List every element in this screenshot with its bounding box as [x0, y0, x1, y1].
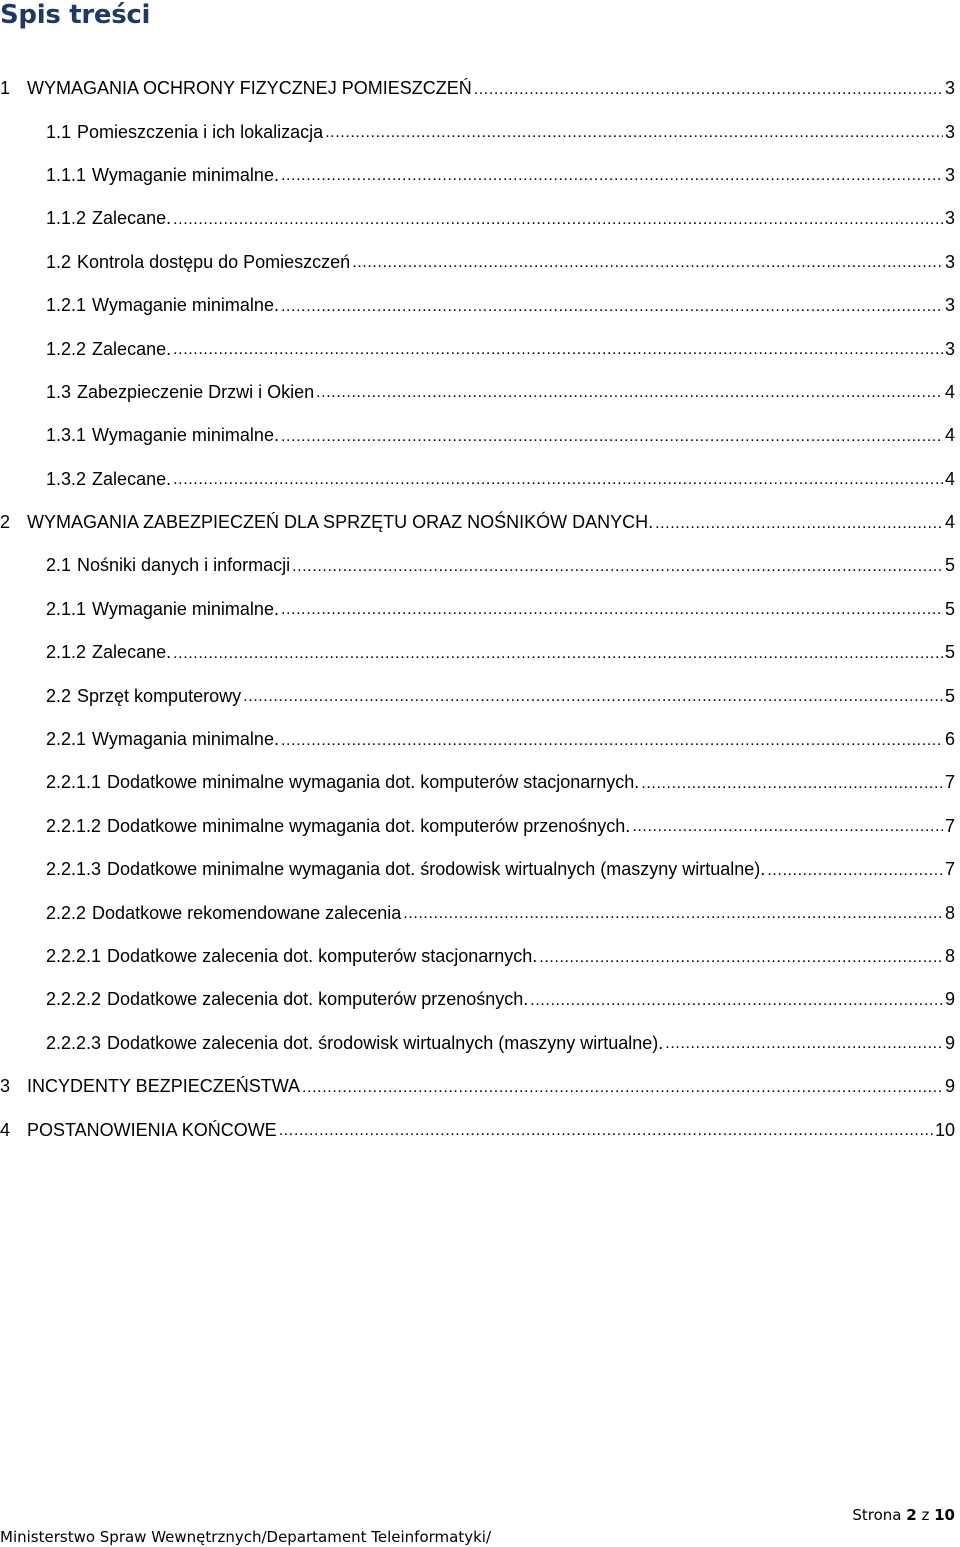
toc-entry[interactable] [0, 718, 955, 761]
toc-entry-number: 2.2.2.3 [46, 1032, 102, 1053]
toc-entry-page: 4 [944, 468, 955, 489]
toc-entry-title: Dodatkowe zalecenia dot. komputerów przenośnych. [107, 989, 529, 1010]
toc-dot-leader [281, 166, 943, 184]
toc-dot-leader [474, 80, 943, 98]
page-counter [852, 1506, 955, 1524]
toc-entry-number: 2.2.2.2 [46, 989, 102, 1010]
toc-entry-title: Pomieszczenia i ich lokalizacja [77, 121, 324, 142]
toc-entry-number: 2.2.1.3 [46, 859, 102, 880]
toc-dot-leader [173, 340, 943, 358]
toc-entry-page: 8 [944, 946, 955, 966]
toc-dot-leader [352, 253, 943, 271]
toc-entry[interactable] [0, 544, 955, 587]
toc-dot-leader [292, 557, 943, 575]
toc-dot-leader [316, 383, 943, 401]
toc-entry-number: 2.2.1.2 [46, 815, 102, 836]
toc-entry-number: 1.3.2 [46, 468, 87, 489]
toc-entry-number: 2.1.1 [46, 598, 87, 619]
toc-entry-page: 3 [944, 121, 955, 142]
toc-entry[interactable] [0, 241, 955, 284]
toc-entry-number: 1.1 [46, 121, 72, 142]
total-pages: 10 [934, 1506, 955, 1524]
toc-entry[interactable] [0, 458, 955, 501]
toc-entry[interactable] [0, 848, 955, 891]
toc-entry-page: 5 [944, 598, 955, 619]
toc-entry-page: 3 [944, 295, 955, 316]
toc-entry-title: Dodatkowe minimalne wymagania dot. środowisk wirtualnych (maszyny wirtualne). [107, 859, 766, 880]
toc-dot-leader [632, 817, 943, 835]
toc-entry-title: Nośniki danych i informacji [77, 555, 291, 576]
toc-entry[interactable] [0, 67, 955, 110]
toc-entry[interactable] [0, 1108, 955, 1151]
toc-entry[interactable] [0, 674, 955, 717]
toc-entry-number: 2.1 [46, 555, 72, 576]
toc-entry-number: 1.1.1 [46, 164, 87, 185]
toc-entry-number: 2 [0, 512, 11, 533]
toc-entry[interactable] [0, 371, 955, 414]
toc-entry-title: Wymaganie minimalne. [92, 598, 279, 619]
toc-entry-title: INCYDENTY BEZPIECZEŃSTWA [27, 1076, 301, 1097]
toc-entry-title: Dodatkowe rekomendowane zalecenia [92, 902, 402, 923]
toc-entry[interactable] [0, 1065, 955, 1108]
toc-entry[interactable] [0, 588, 955, 631]
page-title: Spis treści [0, 0, 151, 30]
table-of-contents [0, 67, 955, 1152]
toc-dot-leader [281, 297, 943, 315]
toc-entry-title: Zalecane. [92, 338, 172, 359]
toc-entry[interactable] [0, 197, 955, 240]
toc-entry-title: Dodatkowe zalecenia dot. środowisk wirtualnych (maszyny wirtualne). [107, 1032, 664, 1053]
toc-entry-title: Dodatkowe zalecenia dot. komputerów stacjonarnych. [107, 946, 538, 966]
toc-dot-leader [281, 731, 943, 749]
toc-entry-title: POSTANOWIENIA KOŃCOWE [27, 1119, 277, 1140]
toc-dot-leader [281, 427, 943, 445]
page-separator: z [921, 1506, 930, 1524]
toc-entry-number: 4 [0, 1119, 11, 1140]
toc-entry-page: 4 [944, 425, 955, 446]
toc-entry-number: 1.2.2 [46, 338, 87, 359]
toc-dot-leader [325, 123, 943, 141]
toc-entry[interactable] [0, 978, 955, 1021]
toc-entry-number: 2.2.2 [46, 902, 87, 923]
toc-entry-page: 3 [944, 164, 955, 185]
toc-entry-page: 3 [944, 78, 955, 99]
toc-dot-leader [281, 600, 943, 618]
toc-entry-number: 1.2 [46, 251, 72, 272]
toc-dot-leader [641, 774, 943, 792]
toc-entry[interactable] [0, 935, 955, 978]
toc-entry-number: 1.1.2 [46, 208, 87, 229]
toc-entry[interactable] [0, 154, 955, 197]
toc-entry-page: 8 [944, 902, 955, 923]
toc-entry-number: 2.2.1.1 [46, 772, 102, 793]
toc-dot-leader [767, 861, 943, 879]
toc-entry-title: Kontrola dostępu do Pomieszczeń [77, 251, 351, 272]
toc-dot-leader [530, 991, 943, 1009]
toc-entry-number: 1.2.1 [46, 295, 87, 316]
toc-entry-page: 3 [944, 338, 955, 359]
toc-entry[interactable] [0, 414, 955, 457]
toc-dot-leader [655, 514, 943, 532]
toc-entry-number: 2.1.2 [46, 642, 87, 663]
toc-entry-title: WYMAGANIA OCHRONY FIZYCZNEJ POMIESZCZEŃ [27, 78, 472, 99]
toc-entry-number: 1.3.1 [46, 425, 87, 446]
toc-dot-leader [173, 470, 943, 488]
toc-entry[interactable] [0, 891, 955, 934]
toc-entry-page: 9 [944, 989, 955, 1010]
toc-entry[interactable] [0, 631, 955, 674]
toc-entry-title: Wymaganie minimalne. [92, 164, 279, 185]
toc-dot-leader [243, 687, 943, 705]
toc-entry[interactable] [0, 110, 955, 153]
toc-dot-leader [539, 948, 943, 966]
toc-entry-title: Wymagania minimalne. [92, 729, 279, 750]
toc-entry-number: 3 [0, 1076, 11, 1097]
toc-entry-page: 3 [944, 251, 955, 272]
toc-entry-page: 5 [944, 685, 955, 706]
toc-entry-number: 1 [0, 78, 11, 99]
toc-entry[interactable] [0, 1022, 955, 1065]
toc-entry[interactable] [0, 761, 955, 804]
footer-department: Ministerstwo Spraw Wewnętrznych/Departament Teleinformatyki/ [0, 1528, 491, 1546]
toc-dot-leader [173, 210, 943, 228]
toc-dot-leader [302, 1078, 943, 1096]
toc-entry-number: 1.3 [46, 381, 72, 402]
toc-entry-page: 9 [944, 1076, 955, 1097]
toc-entry-title: Zalecane. [92, 208, 172, 229]
toc-dot-leader [665, 1034, 943, 1052]
toc-entry-title: WYMAGANIA ZABEZPIECZEŃ DLA SPRZĘTU ORAZ NOŚNIKÓW DANYCH. [27, 512, 654, 533]
toc-entry-title: Wymaganie minimalne. [92, 295, 279, 316]
toc-entry-number: 2.2.2.1 [46, 946, 102, 966]
toc-entry-page: 7 [944, 815, 955, 836]
toc-entry-page: 9 [944, 1032, 955, 1053]
toc-entry-page: 5 [944, 642, 955, 663]
toc-entry[interactable] [0, 805, 955, 848]
toc-entry-page: 4 [944, 512, 955, 533]
toc-entry-page: 3 [944, 208, 955, 229]
toc-entry-page: 4 [944, 381, 955, 402]
toc-entry-title: Dodatkowe minimalne wymagania dot. komputerów przenośnych. [107, 815, 631, 836]
toc-entry-page: 7 [944, 772, 955, 793]
toc-entry[interactable] [0, 284, 955, 327]
current-page: 2 [906, 1506, 917, 1524]
toc-dot-leader [403, 904, 943, 922]
toc-entry-number: 2.2 [46, 685, 72, 706]
toc-entry-title: Sprzęt komputerowy [77, 685, 242, 706]
toc-entry-title: Zabezpieczenie Drzwi i Okien [77, 381, 315, 402]
toc-entry-page: 6 [944, 729, 955, 750]
toc-entry-number: 2.2.1 [46, 729, 87, 750]
toc-dot-leader [279, 1121, 933, 1139]
toc-entry-title: Wymaganie minimalne. [92, 425, 279, 446]
toc-entry-title: Dodatkowe minimalne wymagania dot. komputerów stacjonarnych. [107, 772, 640, 793]
toc-entry-page: 7 [944, 859, 955, 880]
page-prefix: Strona [852, 1506, 902, 1524]
toc-entry-title: Zalecane. [92, 468, 172, 489]
toc-entry-page: 10 [934, 1119, 955, 1140]
toc-entry-page: 5 [944, 555, 955, 576]
toc-entry[interactable] [0, 501, 955, 544]
toc-dot-leader [173, 644, 943, 662]
toc-entry[interactable] [0, 327, 955, 370]
toc-entry-title: Zalecane. [92, 642, 172, 663]
